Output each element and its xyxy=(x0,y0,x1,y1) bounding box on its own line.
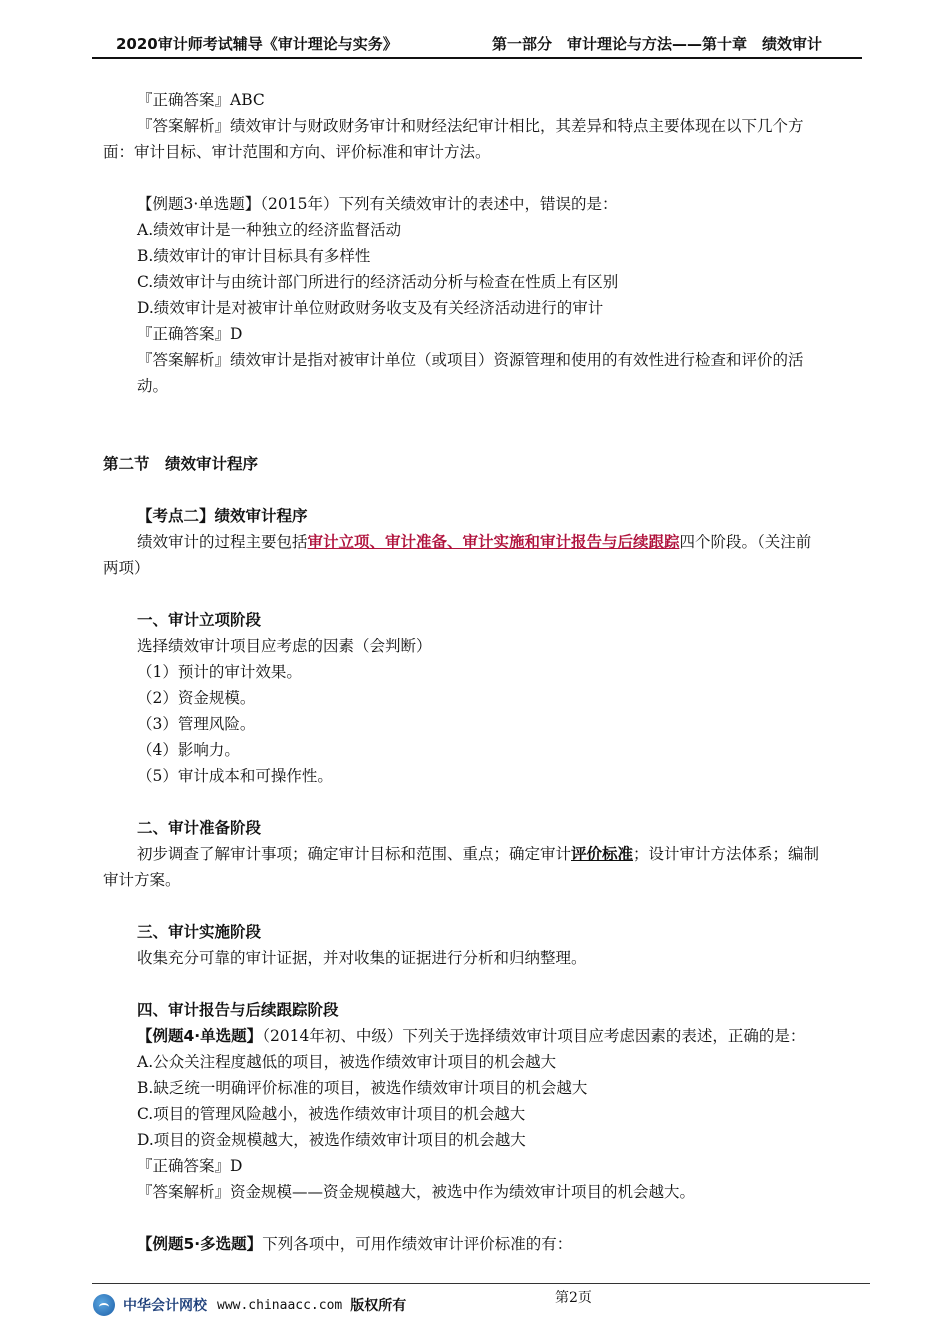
example-5-question xyxy=(137,1234,572,1254)
analysis-line-cont: 动。 xyxy=(137,377,169,395)
paragraph: 选择绩效审计项目应考虑的因素（会判断） xyxy=(137,637,432,655)
subsection-title: 三、审计实施阶段 xyxy=(137,923,262,941)
paragraph-cont: 审计方案。 xyxy=(103,871,181,889)
text-segment: 初步调查了解审计事项；确定审计目标和范围、重点；确定审计 xyxy=(137,845,572,863)
answer-line: 『正确答案』D xyxy=(137,1157,243,1175)
logo-icon xyxy=(93,1294,115,1316)
example-tag: 【例题4·单选题】 xyxy=(137,1027,263,1045)
example-3-question: 【例题3·单选题】（2015年）下列有关绩效审计的表述中，错误的是： xyxy=(137,195,618,213)
list-item: （2）资金规模。 xyxy=(137,689,256,707)
key-point-text-cont: 两项） xyxy=(103,559,150,577)
highlighted-phases: 审计立项、审计准备、审计实施和审计报告与后续跟踪 xyxy=(307,533,680,551)
page-number: 第2页 xyxy=(555,1290,592,1306)
option-d: D.项目的资金规模越大，被选作绩效审计项目的机会越大 xyxy=(137,1131,526,1149)
text-segment: （2014年初、中级）下列关于选择绩效审计项目应考虑因素的表述，正确的是： xyxy=(262,1027,806,1045)
example-tag: 【例题5·多选题】 xyxy=(137,1235,263,1253)
header-title: 2020审计师考试辅导《审计理论与实务》 xyxy=(116,35,398,53)
paragraph xyxy=(137,844,819,864)
subsection-title: 四、审计报告与后续跟踪阶段 xyxy=(137,1001,339,1019)
example-4-question xyxy=(137,1026,805,1046)
page-header xyxy=(92,31,862,59)
subsection-title: 一、审计立项阶段 xyxy=(137,611,262,629)
option-d: D.绩效审计是对被审计单位财政财务收支及有关经济活动进行的审计 xyxy=(137,299,604,317)
section-title: 第二节 绩效审计程序 xyxy=(103,455,259,473)
answer-line: 『正确答案』D xyxy=(137,325,243,343)
list-item: （5）审计成本和可操作性。 xyxy=(137,767,333,785)
text-segment: ；设计审计方法体系；编制 xyxy=(633,845,820,863)
option-b: B.缺乏统一明确评价标准的项目，被选作绩效审计项目的机会越大 xyxy=(137,1079,588,1097)
analysis-line: 『答案解析』绩效审计是指对被审计单位（或项目）资源管理和使用的有效性进行检查和评价的活 xyxy=(137,351,804,369)
analysis-line: 『答案解析』资金规模——资金规模越大，被选中作为绩效审计项目的机会越大。 xyxy=(137,1183,696,1201)
analysis-line: 『答案解析』绩效审计与财政财务审计和财经法纪审计相比，其差异和特点主要体现在以下几个方 xyxy=(137,117,804,135)
option-b: B.绩效审计的审计目标具有多样性 xyxy=(137,247,371,265)
analysis-line-cont: 面：审计目标、审计范围和方向、评价标准和审计方法。 xyxy=(103,143,491,161)
option-c: C.绩效审计与由统计部门所进行的经济活动分析与检查在性质上有区别 xyxy=(137,273,619,291)
footer-branding xyxy=(93,1294,406,1316)
text-segment: 下列各项中，可用作绩效审计评价标准的有： xyxy=(262,1235,573,1253)
option-a: A.绩效审计是一种独立的经济监督活动 xyxy=(137,221,402,239)
option-a: A.公众关注程度越低的项目，被选作绩效审计项目的机会越大 xyxy=(137,1053,557,1071)
text-segment: 四个阶段。（关注前 xyxy=(679,533,812,551)
list-item: （4）影响力。 xyxy=(137,741,240,759)
site-url: www.chinaacc.com xyxy=(217,1297,343,1313)
brand-name: 中华会计网校 xyxy=(123,1298,207,1314)
header-chapter: 第一部分 审计理论与方法——第十章 绩效审计 xyxy=(491,35,822,53)
list-item: （1）预计的审计效果。 xyxy=(137,663,302,681)
text-segment: 绩效审计的过程主要包括 xyxy=(137,533,308,551)
key-point-title: 【考点二】绩效审计程序 xyxy=(137,507,308,525)
subsection-title: 二、审计准备阶段 xyxy=(137,819,262,837)
option-c: C.项目的管理风险越小，被选作绩效审计项目的机会越大 xyxy=(137,1105,526,1123)
key-point-text xyxy=(137,532,811,552)
highlighted-term: 评价标准 xyxy=(571,845,634,863)
footer-divider xyxy=(92,1283,870,1284)
paragraph: 收集充分可靠的审计证据，并对收集的证据进行分析和归纳整理。 xyxy=(137,949,587,967)
copyright: 版权所有 xyxy=(350,1298,407,1314)
answer-line: 『正确答案』ABC xyxy=(137,91,265,109)
list-item: （3）管理风险。 xyxy=(137,715,256,733)
